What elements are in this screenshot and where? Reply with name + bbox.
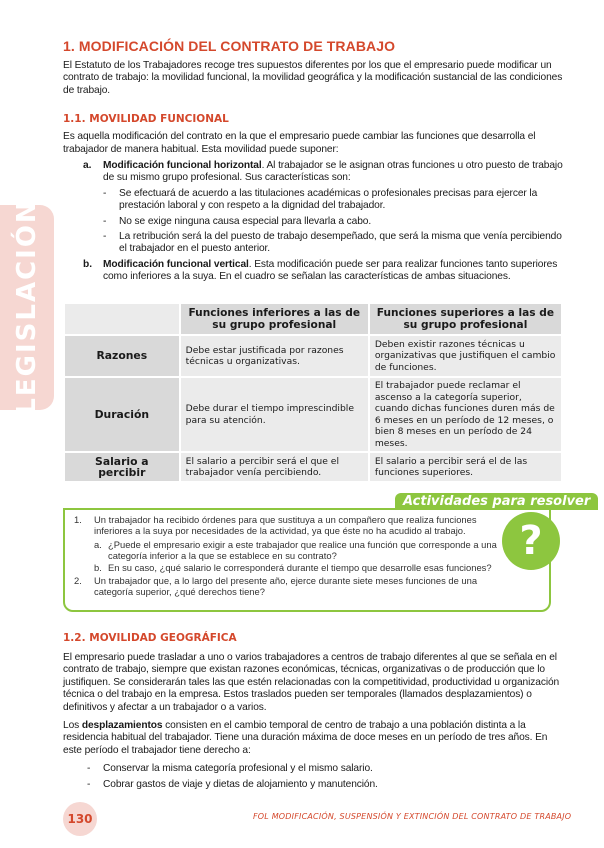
row-label: Duración (64, 377, 180, 452)
paragraph (63, 720, 563, 757)
table-cell: Deben existir razones técnicas u organizativas que justifiquen el cambio de funciones. (369, 335, 562, 377)
table-row (64, 377, 562, 452)
table-cell: Debe durar el tiempo imprescindible para su atención. (180, 377, 369, 452)
list-item (63, 259, 563, 284)
comparison-table (63, 302, 563, 483)
page-number: 130 (63, 802, 97, 836)
section-title: 1. MODIFICACIÓN DEL CONTRATO DE TRABAJO (63, 38, 396, 54)
term-horizontal-text: . Al trabajador se le asignan otras funciones u otro puesto de trabajo de su mismo grupo profesional. Sus características son: (103, 160, 563, 184)
para-rest: consisten en el cambio temporal de centro de trabajo a una población distinta a la residencia habitual del trabajador. Tiene una duración máxima de doce meses en un período de tres años. En este período el trabajador tiene derecho a: (63, 720, 548, 756)
table-corner (64, 303, 180, 335)
term-horizontal: Modificación funcional horizontal (103, 160, 262, 172)
activity-number: 1. (74, 514, 82, 525)
table-header-superior: Funciones superiores a las de su grupo profesional (369, 303, 562, 335)
paragraph: El empresario puede trasladar a uno o varios trabajadores a centros de trabajo diferentes al que se señala en el contrato de trabajo, siempre que existan razones económicas, técnicas, organizativas o de producción que lo justifiquen. Se considerarán tales las que estén relacionadas con la competitividad, productividad u organización técnica o del trabajo en la empresa. Estos traslados pueden ser temporales (llamados desplazamientos) o definitivos y afectar a un trabajador o a varios. (63, 652, 560, 713)
activities-title: Actividades para resolver (395, 493, 598, 510)
activity-text: Un trabajador que, a lo largo del presente año, ejerce durante siete meses funciones de una categoría superior, ¿qué derechos tiene? (94, 575, 478, 598)
activity-subitem (94, 562, 504, 573)
activity-number: 2. (74, 575, 82, 587)
subsection-intro: Es aquella modificación del contrato en la que el empresario puede cambiar las funciones que desarrolla el trabajador de manera habitual. Esta movilidad puede suponer: (63, 131, 536, 155)
table-cell: Debe estar justificada por razones técnicas u organizativas. (180, 335, 369, 377)
table-cell: El salario a percibir será el de las funciones superiores. (369, 452, 562, 482)
modification-types-list (63, 160, 563, 284)
activity-text: Un trabajador ha recibido órdenes para que sustituya a un compañero que realiza funciones inferiores a la suya por necesidades de la actividad, ya que éste no ha acudido al trabajo. (94, 514, 477, 537)
section-movilidad-geografica (63, 632, 563, 794)
table-row (64, 335, 562, 377)
table-header-inferior: Funciones inferiores a las de su grupo profesional (180, 303, 369, 335)
table-row (64, 452, 562, 482)
term-desplazamientos: desplazamientos (81, 720, 163, 732)
subsection-title-movilidad-geografica: 1.2. MOVILIDAD GEOGRÁFICA (63, 632, 237, 644)
subsection-title-movilidad-funcional: 1.1. MOVILIDAD FUNCIONAL (63, 113, 229, 126)
table-header-row (64, 303, 562, 335)
side-tab (0, 199, 54, 415)
activities-list (74, 514, 504, 600)
question-icon: ? (502, 512, 560, 570)
section-modificacion (63, 38, 563, 287)
characteristics-list (103, 188, 563, 256)
section-intro: El Estatuto de los Trabajadores recoge tres supuestos diferentes por los que el empresario puede modificar un contrato de trabajo: la movilidad funcional, la movilidad geográfica y la modificación sustancial de las condiciones de trabajo. (63, 60, 563, 96)
row-label: Razones (64, 335, 180, 377)
side-tab-label: LEGISLACIÓN (12, 199, 42, 415)
list-item: - Cobrar gastos de viaje y dietas de alojamiento y manutención. (87, 779, 563, 791)
footer-text: FOL MODIFICACIÓN, SUSPENSIÓN Y EXTINCIÓN DEL CONTRATO DE TRABAJO (253, 812, 572, 821)
term-vertical-text: . Esta modificación puede ser para realizar funciones tanto superiores como inferiores a la suya. En el cuadro se señalan las características de ambas situaciones. (103, 258, 558, 283)
table-cell: El trabajador puede reclamar el ascenso a la categoría superior, cuando dichas funciones duren más de 6 meses en un período de 12 meses, o bien 8 meses en un período de 24 meses. (369, 377, 562, 452)
activity-item (74, 514, 504, 537)
list-item: - No se exige ninguna causa especial para llevarla a cabo. (103, 216, 563, 228)
rights-list (87, 763, 563, 791)
activity-sub-letter: a. (94, 538, 102, 550)
row-label: Salario a percibir (64, 452, 180, 482)
activity-item (74, 575, 504, 598)
table-cell: El salario a percibir será el que el trabajador venía percibiendo. (180, 452, 369, 482)
list-item-mark: a. (83, 160, 92, 172)
term-vertical: Modificación funcional vertical (103, 258, 249, 270)
list-item-mark: b. (83, 258, 93, 270)
list-item: - Conservar la misma categoría profesional y el mismo salario. (87, 763, 563, 775)
list-item: - Se efectuará de acuerdo a las titulaciones académicas o profesionales precisas para ejercer la prestación laboral y con respeto a la dignidad del trabajador. (103, 188, 563, 213)
para-prefix: Los (63, 720, 82, 732)
list-item: - La retribución será la del puesto de trabajo desempeñado, que será la misma que venía percibiendo el trabajador en el puesto anterior. (103, 231, 563, 256)
activity-sub-letter: b. (94, 561, 102, 573)
list-item (63, 160, 563, 256)
activity-sub-text: En su caso, ¿qué salario le corresponderá durante el tiempo que desarrolle esas funciones? (108, 561, 492, 573)
activity-subitem (94, 539, 504, 562)
activity-sub-text: ¿Puede el empresario exigir a este trabajador que realice una función que corresponde a una categoría inferior a la que se establece en su contrato? (108, 538, 497, 562)
